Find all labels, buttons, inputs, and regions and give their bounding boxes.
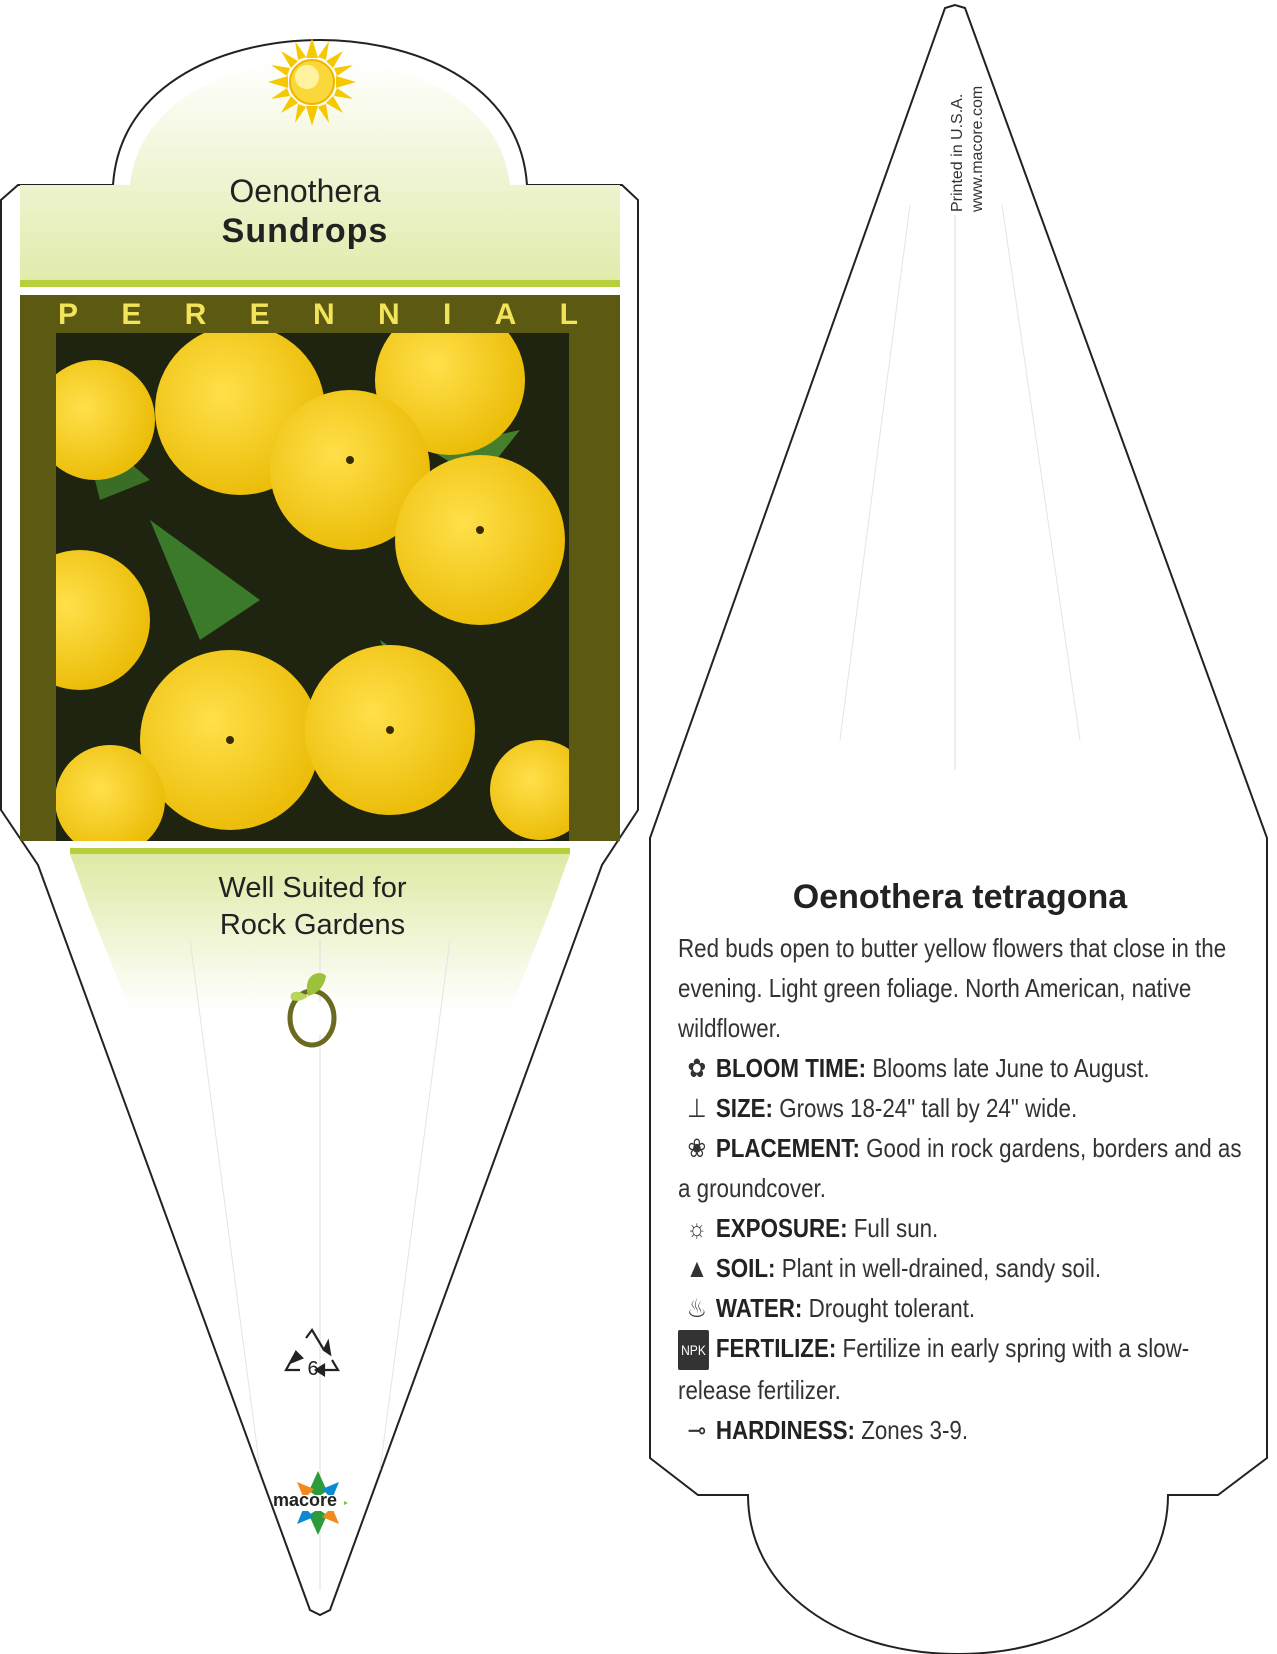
attribute-value: Good in rock gardens, borders and as a groundcover.	[678, 1133, 1242, 1203]
cultivar-name: Sundrops	[221, 212, 389, 250]
description: Red buds open to butter yellow flowers that close in the evening. Light green foliage. North American, native wildflower.	[678, 933, 1227, 1043]
attribute-row	[678, 1288, 1246, 1328]
category-letter: I	[442, 298, 452, 331]
attribute-row	[678, 1088, 1246, 1128]
attribute-row	[678, 1048, 1246, 1088]
attribute-label: SIZE:	[715, 1093, 773, 1123]
scientific-name: Oenothera tetragona	[792, 878, 1128, 916]
feature-line-2: Rock Gardens	[219, 909, 406, 941]
attribute-value: Full sun.	[847, 1213, 939, 1243]
flower-photo	[10, 305, 590, 855]
thermometer-icon: ⊸	[687, 1415, 707, 1446]
plant-info	[678, 928, 1242, 1450]
attribute-row	[678, 1208, 1246, 1248]
attribute-label: EXPOSURE:	[715, 1213, 848, 1243]
recycle-number: 6	[307, 1358, 319, 1380]
category-label	[58, 298, 578, 332]
attribute-value: Plant in well-drained, sandy soil.	[775, 1253, 1102, 1283]
attribute-value: Zones 3-9.	[854, 1415, 969, 1446]
sun-icon	[268, 38, 356, 126]
printed-in: Printed in U.S.A.	[949, 93, 966, 212]
category-letter: A	[494, 298, 517, 331]
feature-text	[160, 870, 465, 944]
soil-icon: ▲	[685, 1253, 708, 1283]
category-letter: P	[58, 298, 79, 331]
category-letter: E	[121, 298, 142, 331]
category-letter: E	[249, 298, 270, 331]
attribute-row	[678, 1328, 1246, 1410]
attribute-row	[678, 1248, 1246, 1288]
flower-icon: ✿	[687, 1053, 707, 1083]
size-icon: ⊥	[687, 1093, 707, 1123]
attribute-list	[678, 1048, 1242, 1450]
placement-icon: ❀	[687, 1133, 707, 1163]
common-name: Oenothera	[229, 173, 381, 209]
sun-icon: ☼	[686, 1213, 708, 1243]
attribute-row	[678, 1128, 1246, 1208]
category-letter: L	[559, 298, 578, 331]
category-letter: R	[184, 298, 207, 331]
category-letter: N	[312, 298, 335, 331]
npk-icon: NPK	[678, 1330, 709, 1370]
attribute-label: SOIL:	[715, 1253, 776, 1283]
print-info	[948, 86, 988, 212]
attribute-label: HARDINESS:	[715, 1415, 855, 1446]
brand-name: macore	[272, 1490, 338, 1510]
attribute-label: WATER:	[715, 1293, 803, 1323]
website: www.macore.com	[969, 85, 986, 212]
attribute-label: PLACEMENT:	[715, 1133, 860, 1163]
attribute-row	[678, 1410, 1246, 1450]
attribute-value: Drought tolerant.	[802, 1293, 976, 1323]
watering-can-icon: ♨	[686, 1293, 707, 1323]
category-letter: N	[377, 298, 400, 331]
attribute-label: FERTILIZE:	[715, 1333, 837, 1363]
attribute-label: BLOOM TIME:	[715, 1053, 867, 1083]
feature-line-1: Well Suited for	[218, 872, 407, 904]
attribute-value: Blooms late June to August.	[866, 1053, 1150, 1083]
attribute-value: Grows 18-24" tall by 24" wide.	[772, 1093, 1078, 1123]
attribute-value: Fertilize in early spring with a slow-release fertilizer.	[678, 1333, 1190, 1406]
